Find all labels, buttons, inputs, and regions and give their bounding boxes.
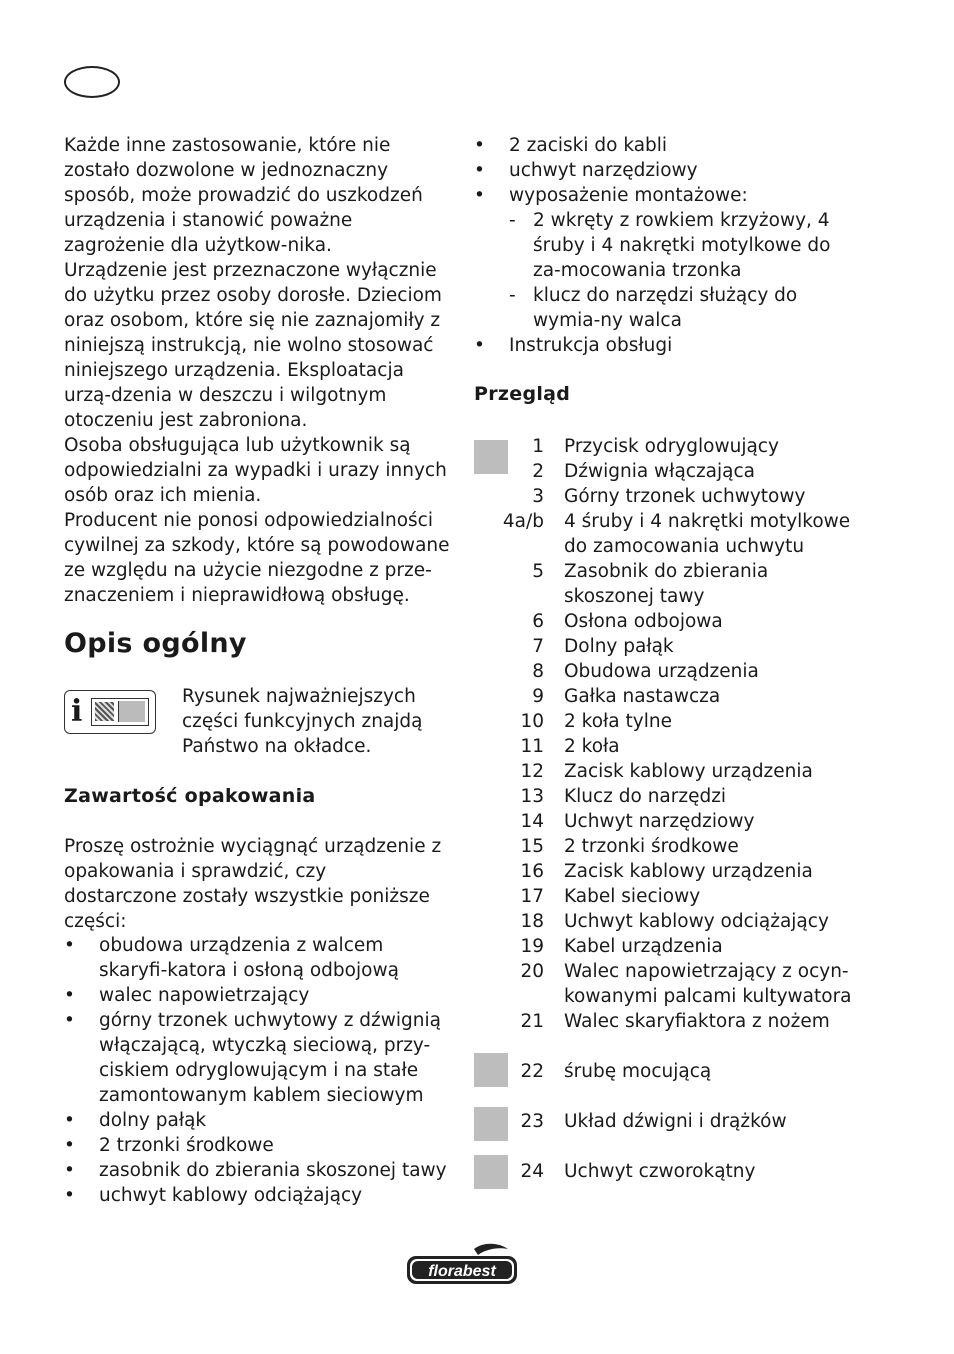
item-number: 1 — [532, 436, 544, 457]
item-number: 17 — [520, 886, 544, 907]
item-text: Gałka nastawcza — [564, 686, 721, 707]
item-text: Dźwignia włączająca — [564, 461, 755, 482]
list-item: • uchwyt narzędziowy — [474, 158, 864, 183]
list-item: • obudowa urządzenia z walcem skaryfi-katora i osłoną odbojową — [64, 933, 449, 983]
list-item: • walec napowietrzający — [64, 983, 449, 1008]
list-item: • 2 zaciski do kabli — [474, 133, 864, 158]
item-text: 2 koła — [564, 736, 620, 757]
item-text: Zacisk kablowy urządzenia — [564, 861, 813, 882]
left-column — [64, 133, 454, 608]
list-item: • dolny pałąk — [64, 1108, 449, 1133]
package-heading: Zawartość opakowania — [64, 785, 316, 807]
item-text: Zacisk kablowy urządzenia — [564, 761, 813, 782]
item-number: 11 — [520, 736, 544, 757]
item-number: 10 — [520, 711, 544, 732]
item-text: 4 śruby i 4 nakrętki motylkowe do zamocowania uchwytu — [564, 511, 851, 557]
item-text: Walec skaryfiaktora z nożem — [564, 1011, 830, 1032]
item-number: 2 — [532, 461, 544, 482]
item-text: Uchwyt czworokątny — [564, 1161, 756, 1182]
item-number: 13 — [520, 786, 544, 807]
list-item: • 2 trzonki środkowe — [64, 1133, 449, 1158]
paragraph: Każde inne zastosowanie, które nie zostało dozwolone w jednoznaczny sposób, może prowadzić do uszkodzeń urządzenia i stanowić poważne zagrożenie dla użytkow-nika. — [64, 135, 423, 256]
package-list — [64, 933, 449, 1208]
item-text: Kabel sieciowy — [564, 886, 701, 907]
item-number: 20 — [520, 961, 544, 982]
item-number: 19 — [520, 936, 544, 957]
open-book-icon — [91, 698, 149, 726]
item-text: Przycisk odryglowujący — [564, 436, 779, 457]
item-text: 2 koła tylne — [564, 711, 672, 732]
section-title: Opis ogólny — [64, 628, 247, 659]
item-text: Klucz do narzędzi — [564, 786, 727, 807]
item-number: 7 — [532, 636, 544, 657]
paragraph: Producent nie ponosi odpowiedzialności cywilnej za szkody, które są powodowane ze względu na użycie niezgodne z prze-znaczeniem i nieprawidłową obsługę. — [64, 510, 450, 606]
item-number: 12 — [520, 761, 544, 782]
item-text: Dolny pałąk — [564, 636, 674, 657]
item-number: 8 — [532, 661, 544, 682]
list-item: • uchwyt kablowy odciążający — [64, 1183, 449, 1208]
paragraph: Osoba obsługująca lub użytkownik są odpowiedzialni za wypadki i urazy innych osób oraz ich mienia. — [64, 435, 447, 506]
item-number: 21 — [520, 1011, 544, 1032]
package-intro: Proszę ostrożnie wyciągnąć urządzenie z opakowania i sprawdzić, czy dostarczone zostały wszystkie poniższe części: — [64, 836, 442, 932]
list-item — [474, 183, 864, 333]
item-number: 18 — [520, 911, 544, 932]
language-badge — [64, 66, 120, 98]
list-item: • górny trzonek uchwytowy z dźwignią włączającą, wtyczką sieciową, przy-ciskiem odryglowującym i na stałe zamontowanym kablem sieciowym — [64, 1008, 449, 1108]
logo-text: florabest — [428, 1263, 496, 1280]
info-text: Rysunek najważniejszych części funkcyjnych znajdą Państwo na okładce. — [182, 686, 423, 757]
list-item: • Instrukcja obsługi — [474, 333, 864, 358]
item-number: 3 — [532, 486, 544, 507]
item-number: 6 — [532, 611, 544, 632]
item-number: 14 — [520, 811, 544, 832]
info-icon: i — [71, 694, 83, 729]
item-number: 16 — [520, 861, 544, 882]
list-item: • zasobnik do zbierania skoszonej tawy — [64, 1158, 449, 1183]
florabest-logo — [404, 1243, 520, 1287]
item-number: 24 — [520, 1161, 544, 1182]
item-number: 22 — [520, 1061, 544, 1082]
item-number: 23 — [520, 1111, 544, 1132]
item-number: 9 — [532, 686, 544, 707]
item-text: Uchwyt kablowy odciążający — [564, 911, 829, 932]
item-text: Walec napowietrzający z ocyn-kowanymi palcami kultywatora — [564, 961, 852, 1007]
item-text: Obudowa urządzenia — [564, 661, 759, 682]
right-list — [474, 133, 864, 358]
item-text: śrubę mocującą — [564, 1061, 712, 1082]
overview-heading: Przegląd — [474, 383, 571, 405]
item-text: 2 trzonki środkowe — [564, 836, 739, 857]
item-text: Uchwyt narzędziowy — [564, 811, 755, 832]
item-number: 4a/b — [502, 511, 544, 532]
sub-list-item: - 2 wkręty z rowkiem krzyżowy, 4 śruby i 4 nakrętki motylkowe do za-mocowania trzonka — [509, 208, 864, 283]
item-text: Zasobnik do zbierania skoszonej tawy — [564, 561, 769, 607]
item-text: Górny trzonek uchwytowy — [564, 486, 806, 507]
item-text: Kabel urządzenia — [564, 936, 723, 957]
paragraph: Urządzenie jest przeznaczone wyłącznie do użytku przez osoby dorosłe. Dzieciom oraz osobom, które się nie zaznajomiły z niniejszą instrukcją, nie wolno stosować niniejszego urządzenia. Eksploatacja urzą-dzenia w deszczu i wilgotnym otoczeniu jest zabroniona. — [64, 260, 442, 431]
info-manual-icon — [64, 690, 156, 734]
item-text: Osłona odbojowa — [564, 611, 723, 632]
item-text: Układ dźwigni i drążków — [564, 1111, 787, 1132]
sub-list-item: - klucz do narzędzi służący do wymia-ny walca — [509, 283, 864, 333]
item-number: 5 — [532, 561, 544, 582]
item-number: 15 — [520, 836, 544, 857]
list-item-label: wyposażenie montażowe: — [509, 185, 748, 206]
